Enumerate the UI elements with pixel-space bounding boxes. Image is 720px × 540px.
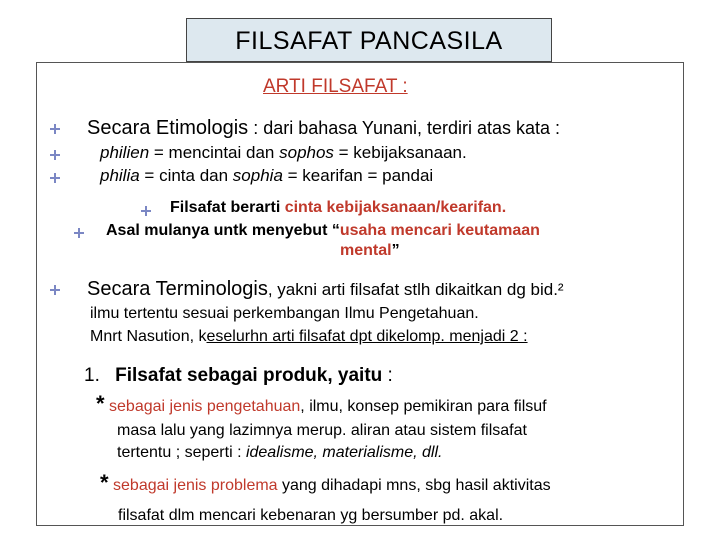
- word-philien: philien: [100, 143, 150, 162]
- text-fragment: ”: [391, 242, 400, 259]
- text-fragment: = kebijaksanaan.: [333, 143, 467, 162]
- text-fragment: , ilmu, konsep pemikiran para filsuf: [300, 398, 547, 415]
- terminologis-rest: , yakni arti filsafat stlh dikaitkan dg bid.²: [267, 280, 564, 299]
- highlight-text: cinta kebijaksanaan/kearifan.: [284, 199, 507, 216]
- etimologis-rest: : dari bahasa Yunani, terdiri atas kata :: [248, 118, 561, 138]
- highlight-text: sebagai jenis problema: [113, 477, 278, 494]
- highlight-text: mental: [340, 242, 392, 259]
- asal-line-2: [340, 242, 400, 260]
- italic-text: idealisme, materialisme, dll.: [245, 444, 443, 461]
- text-fragment: yang dihadapi mns, sbg hasil aktivitas: [277, 477, 551, 494]
- word-sophos: sophos: [279, 143, 334, 162]
- bullet-icon: [141, 206, 151, 216]
- bullet-icon: [50, 124, 60, 134]
- bullet-icon: [50, 173, 60, 183]
- sub-item-pengetahuan: [96, 391, 547, 417]
- list-item-produk: [84, 365, 393, 387]
- text-fragment: = kearifan = pandai: [282, 166, 434, 185]
- terminologis-line: [87, 278, 564, 301]
- text-fragment: = cinta dan: [139, 166, 233, 185]
- etimologis-line: [87, 117, 560, 140]
- list-number: 1.: [84, 365, 100, 386]
- etimologis-term: Secara Etimologis: [87, 117, 249, 139]
- highlight-text: usaha mencari keutamaan: [339, 222, 540, 239]
- text-fragment: tertentu ; seperti :: [117, 444, 246, 461]
- bullet-icon: [74, 228, 84, 238]
- text-fragment: = mencintai dan: [149, 143, 280, 162]
- terminologis-line-2: ilmu tertentu sesuai perkembangan Ilmu Pengetahuan.: [90, 305, 479, 322]
- star-bullet: *: [96, 391, 105, 416]
- text-fragment: Asal mulanya untk menyebut “: [106, 222, 340, 239]
- word-sophia: sophia: [232, 166, 283, 185]
- philien-line: [100, 143, 467, 163]
- highlight-text: sebagai jenis pengetahuan: [109, 398, 301, 415]
- text-fragment: Mnrt Nasution, k: [90, 328, 207, 345]
- slide-title: FILSAFAT PANCASILA: [186, 18, 552, 62]
- sub-item-problema: [100, 470, 551, 496]
- terminologis-line-3: [90, 328, 528, 346]
- sub-item-problema-line-2: filsafat dlm mencari kebenaran yg bersumber pd. akal.: [118, 507, 504, 524]
- asal-line: [106, 222, 540, 240]
- bullet-icon: [50, 150, 60, 160]
- sub-item-pengetahuan-line-3: [117, 444, 442, 462]
- terminologis-term: Secara Terminologis: [87, 278, 268, 300]
- philia-line: [100, 166, 433, 186]
- underlined-text: eselurhn arti filsafat dpt dikelomp. menjadi 2 :: [206, 328, 528, 345]
- sub-item-pengetahuan-line-2: masa lalu yang lazimnya merup. aliran atau sistem filsafat: [117, 422, 527, 439]
- text-fragment: :: [382, 365, 393, 386]
- filsafat-berarti-line: [170, 199, 506, 217]
- star-bullet: *: [100, 470, 109, 495]
- text-fragment: Filsafat berarti: [170, 199, 285, 216]
- list-label: Filsafat sebagai produk, yaitu: [115, 365, 383, 386]
- section-heading: ARTI FILSAFAT :: [263, 76, 408, 97]
- bullet-icon: [50, 285, 60, 295]
- word-philia: philia: [100, 166, 140, 185]
